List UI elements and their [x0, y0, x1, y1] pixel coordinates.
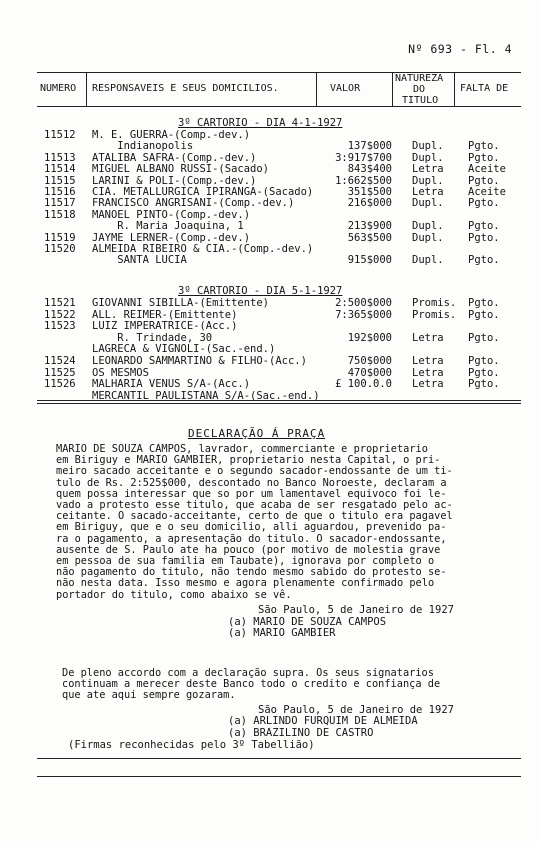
- table-end-rule: [37, 403, 521, 404]
- place-date: São Paulo, 5 de Janeiro de 1927: [258, 604, 454, 616]
- row-number: 11526: [44, 378, 76, 391]
- row-name: CIA. METALLURGICA IPIRANGA-(Sacado): [92, 186, 314, 198]
- row-name: MALHARIA VENUS S/A-(Acc.): [92, 378, 251, 391]
- row-number: 11521: [44, 297, 76, 309]
- row-natureza: Letra: [412, 355, 444, 367]
- row-falta: Pgto.: [468, 254, 500, 267]
- row-falta: Pgto.: [468, 308, 500, 321]
- row-name: R. Maria Joaquina, 1: [92, 220, 244, 233]
- row-number: 11523: [44, 320, 76, 333]
- row-falta: Pgto.: [468, 355, 500, 367]
- row-valor: 213$900: [347, 220, 392, 233]
- row-name: OS MESMOS: [92, 366, 149, 379]
- row-valor: 137$000: [347, 140, 392, 153]
- row-natureza: Dupl.: [412, 151, 444, 164]
- bank-statement: De pleno accordo com a declaração supra. Os seus signatarios continuam a merecer deste Banco todo o credito e confiança de que ate aqui sempre gozaram.: [62, 667, 441, 702]
- section-title: 3º CARTORIO - DIA 5-1-1927: [178, 285, 343, 297]
- row-valor: 563$500: [347, 231, 392, 244]
- row-number: 11520: [44, 243, 76, 255]
- row-falta: Pgto.: [468, 366, 500, 379]
- col-header-natureza: NATUREZA: [395, 73, 444, 84]
- row-name: LEONARDO SAMMARTINO & FILHO-(Acc.): [92, 355, 307, 367]
- row-name: ATALIBA SAFRA-(Comp.-dev.): [92, 151, 257, 164]
- header-divider: [316, 72, 317, 106]
- bottom-rule: [37, 776, 521, 777]
- signature-line: (a) MARIO DE SOUZA CAMPOS: [228, 616, 387, 628]
- row-natureza: Dupl.: [412, 174, 444, 187]
- row-number: 11512: [44, 129, 76, 141]
- row-name: ALMEIDA RIBEIRO & CIA.-(Comp.-dev.): [92, 243, 314, 255]
- row-falta: Pgto.: [468, 220, 500, 233]
- row-valor: 3:917$700: [335, 151, 392, 164]
- signature-line: (a) BRAZILINO DE CASTRO: [228, 727, 374, 739]
- col-header-responsaveis: RESPONSAVEIS E SEUS DOMICILIOS.: [92, 83, 279, 94]
- header-divider: [454, 72, 455, 106]
- header-divider: [86, 72, 87, 106]
- row-valor: 1:662$500: [335, 174, 392, 187]
- section-title: 3º CARTORIO - DIA 4-1-1927: [178, 117, 343, 129]
- row-natureza: Letra: [412, 186, 444, 198]
- row-number: 11514: [44, 163, 76, 176]
- row-valor: 2:500$000: [335, 297, 392, 309]
- row-falta: Pgto.: [468, 151, 500, 164]
- row-number: 11515: [44, 174, 76, 187]
- page-reference: Nº 693 - Fl. 4: [408, 42, 512, 56]
- row-falta: Pgto.: [468, 297, 500, 309]
- row-falta: Aceite: [468, 186, 506, 198]
- row-valor: 7:365$000: [335, 308, 392, 321]
- declaration-body: MARIO DE SOUZA CAMPOS, lavrador, commerciante e proprietario em Biriguy e MARIO GAMBIER, proprietario nesta Capital, o pri- meiro sacado acceitante e o segundo sacador-endossante de um ti- tulo de Rs. 2:525$000, descontado no Banco Noroeste, declaram a quem possa interessar que so por um lamentavel equivoco foi le- vado a protesto esse titulo, que acaba de ser resgatado pelo ac- ceitante. O sacado-acceitante, certo de que o titulo era pagavel em Biriguy, que e o seu domicilio, alli aguardou, prevenido pa- ra o pagamento, a apresentação do titulo. O sacador-endossante, ausente de S. Paulo ate ha pouco (por motivo de molestia grave em pessoa de sua familia em Taubate), ignorava por completo o não pagamento do titulo, não tendo mesmo sabido do protesto se- não nesta data. Isso mesmo e agora plenamente confirmado pelo portador do titulo, como abaixo se vê.: [56, 443, 453, 601]
- row-valor: 915$000: [347, 254, 392, 267]
- row-falta: Pgto.: [468, 378, 500, 391]
- row-number: 11516: [44, 186, 76, 198]
- col-header-valor: VALOR: [330, 83, 361, 94]
- row-valor: 351$500: [347, 186, 392, 198]
- row-falta: Pgto.: [468, 174, 500, 187]
- row-natureza: Letra: [412, 331, 444, 344]
- col-header-numero: NUMERO: [40, 83, 77, 94]
- row-number: 11517: [44, 197, 76, 210]
- row-falta: Pgto.: [468, 197, 500, 210]
- row-natureza: Letra: [412, 163, 444, 176]
- col-header-natureza: DO: [413, 84, 426, 95]
- row-number: 11513: [44, 151, 76, 164]
- row-name: LUIZ IMPERATRICE-(Acc.): [92, 320, 238, 333]
- row-natureza: Dupl.: [412, 197, 444, 210]
- row-name: MIGUEL ALBANO RUSSI-(Sacado): [92, 163, 270, 176]
- row-natureza: Promis.: [412, 297, 457, 309]
- table-end-rule: [37, 400, 521, 401]
- row-falta: Pgto.: [468, 140, 500, 153]
- row-valor: 843$400: [347, 163, 392, 176]
- bottom-rule: [37, 758, 521, 759]
- header-top-rule: [37, 72, 521, 73]
- row-name: MERCANTIL PAULISTANA S/A-(Sac.-end.): [92, 389, 320, 402]
- notary-note: (Firmas reconhecidas pelo 3º Tabellião): [68, 739, 315, 751]
- row-falta: Aceite: [468, 163, 506, 176]
- row-number: 11519: [44, 231, 76, 244]
- signature-line: (a) MARIO GAMBIER: [228, 627, 336, 639]
- header-bottom-rule: [37, 106, 521, 107]
- signature-line: (a) ARLINDO FURQUIM DE ALMEIDA: [228, 715, 418, 727]
- row-natureza: Dupl.: [412, 254, 444, 267]
- row-number: 11524: [44, 355, 76, 367]
- row-natureza: Letra: [412, 378, 444, 391]
- row-name: MANOEL PINTO-(Comp.-dev.): [92, 208, 251, 221]
- row-valor: 216$000: [347, 197, 392, 210]
- row-valor: £ 100.0.0: [335, 378, 392, 391]
- row-name: FRANCISCO ANGRISANI-(Comp.-dev.): [92, 197, 295, 210]
- row-natureza: Dupl.: [412, 220, 444, 233]
- row-number: 11525: [44, 366, 76, 379]
- col-header-natureza: TITULO: [402, 95, 439, 106]
- row-name: Indianopolis: [92, 140, 194, 153]
- row-number: 11518: [44, 208, 76, 221]
- row-natureza: Promis.: [412, 308, 457, 321]
- row-valor: 192$000: [347, 331, 392, 344]
- row-name: LARINI & POLI-(Comp.-dev.): [92, 174, 257, 187]
- row-number: 11522: [44, 308, 76, 321]
- row-valor: 750$000: [347, 355, 392, 367]
- row-name: LAGRECA & VIGNOLI-(Sac.-end.): [92, 343, 276, 356]
- row-falta: Pgto.: [468, 231, 500, 244]
- row-name: R. Trindade, 30: [92, 331, 213, 344]
- row-natureza: Letra: [412, 366, 444, 379]
- row-natureza: Dupl.: [412, 231, 444, 244]
- row-name: JAYME LERNER-(Comp.-dev.): [92, 231, 251, 244]
- row-valor: 470$000: [347, 366, 392, 379]
- header-divider: [392, 72, 393, 106]
- row-name: GIOVANNI SIBILLA-(Emittente): [92, 297, 270, 309]
- declaration-title: DECLARAÇÃO Á PRAÇA: [188, 427, 326, 440]
- row-name: ALL. REIMER-(Emittente): [92, 308, 238, 321]
- col-header-falta: FALTA DE: [460, 83, 509, 94]
- row-falta: Pgto.: [468, 331, 500, 344]
- place-date: São Paulo, 5 de Janeiro de 1927: [258, 704, 454, 716]
- row-natureza: Dupl.: [412, 140, 444, 153]
- row-name: M. E. GUERRA-(Comp.-dev.): [92, 129, 251, 141]
- row-name: SANTA LUCIA: [92, 254, 187, 267]
